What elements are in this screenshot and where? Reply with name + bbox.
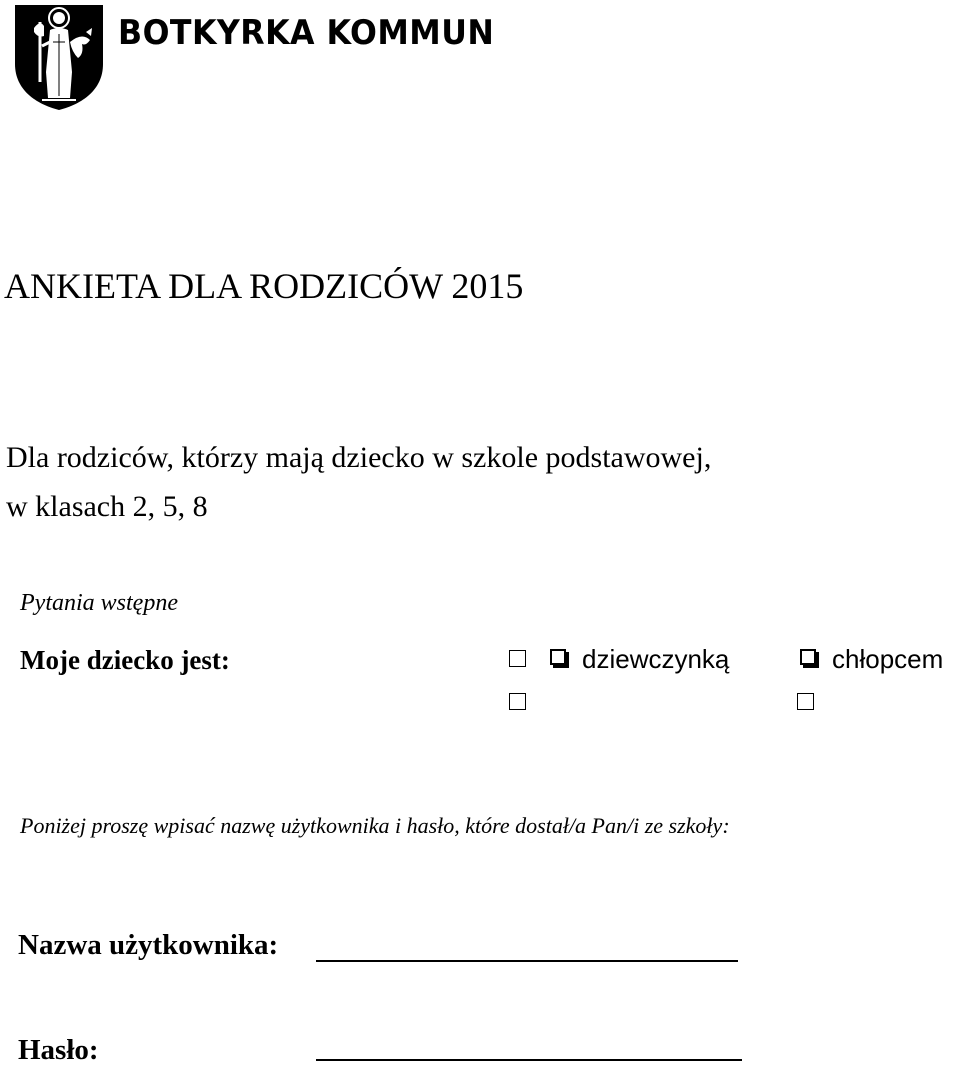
checkbox-boy-extra-icon[interactable] [797,693,814,710]
org-name: BOTKYRKA KOMMUN [118,13,495,53]
section-heading: Pytania wstępne [20,590,178,616]
password-label: Hasło: [18,1034,99,1066]
checkbox-girl-icon[interactable] [550,649,566,665]
question-label: Moje dziecko jest: [20,645,230,675]
option-boy-label: chłopcem [832,644,944,674]
username-input[interactable] [316,930,738,960]
checkbox-boy-icon[interactable] [800,649,816,665]
password-input[interactable] [316,1029,742,1059]
checkbox-girl-extra-icon[interactable] [509,693,526,710]
document-title: ANKIETA DLA RODZICÓW 2015 [4,266,524,306]
intro-text-line-2: w klasach 2, 5, 8 [6,490,208,523]
password-field[interactable] [316,1059,742,1061]
username-field[interactable] [316,960,738,962]
option-girl-label: dziewczynką [582,644,730,674]
login-instruction: Poniżej proszę wpisać nazwę użytkownika i hasło, które dostał/a Pan/i ze szkoły: [20,813,730,838]
username-label: Nazwa użytkownika: [18,929,279,961]
botkyrka-crest-icon [12,2,106,112]
checkbox-girl-outline-icon[interactable] [509,650,526,667]
intro-text-line-1: Dla rodziców, którzy mają dziecko w szkole podstawowej, [6,441,712,474]
